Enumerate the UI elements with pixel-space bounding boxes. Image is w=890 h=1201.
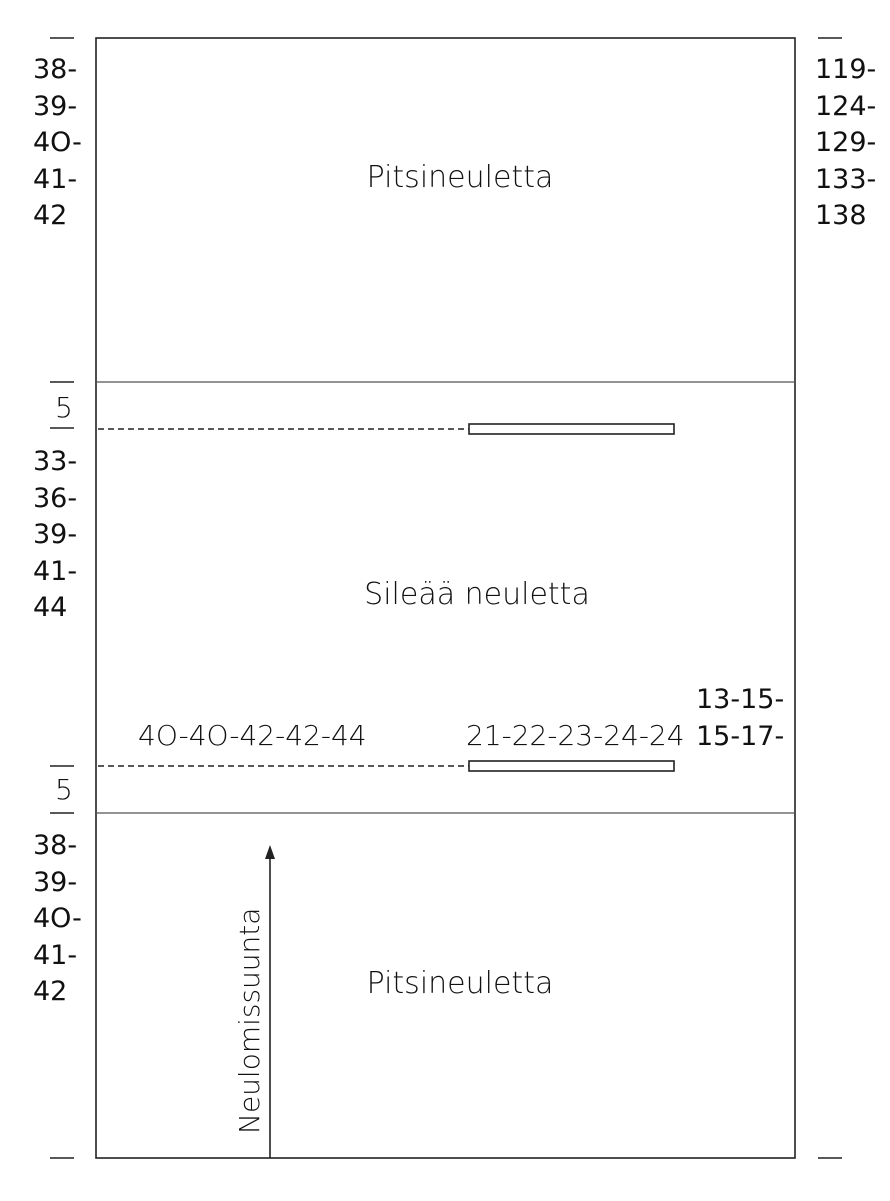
left-measure-value: 36-	[33, 482, 78, 514]
upper-opening-slot	[469, 424, 674, 434]
opening-width-label: 21-22-23-24-24	[466, 719, 685, 752]
left-measure-value: 39-	[33, 866, 78, 898]
left-measure-value: 33-	[33, 446, 78, 477]
left-measure-value: 39-	[33, 519, 78, 550]
lower-opening-slot	[469, 761, 674, 771]
right-measure-value: 119-	[815, 54, 877, 85]
left-measure-top-edge: 5	[55, 391, 73, 424]
section-label-top-lace: Pitsineuletta	[366, 160, 554, 195]
right-measure-value: 138	[815, 200, 867, 231]
side-distance-value: 15-17-	[696, 721, 785, 752]
left-measure-bottom-lace	[33, 828, 82, 1011]
arrow-up-icon	[265, 845, 275, 859]
left-measure-value: 44	[33, 592, 68, 623]
left-measure-top-lace	[33, 52, 82, 235]
left-measure-value: 41-	[33, 555, 78, 587]
left-measure-value: 42	[33, 200, 68, 231]
right-measure-value: 124-	[815, 90, 877, 122]
left-measure-value: 41-	[33, 163, 78, 195]
left-measure-value: 42	[33, 976, 68, 1007]
left-measure-value: 38-	[33, 54, 78, 85]
opening-distance-label: 4O-4O-42-42-44	[138, 719, 367, 752]
right-measure-value: 129-	[815, 127, 877, 158]
left-measure-value: 38-	[33, 830, 78, 861]
side-distance-value: 13-15-	[696, 684, 785, 715]
left-measure-value: 39-	[33, 90, 78, 122]
side-distance-label	[696, 681, 784, 755]
section-label-bottom-lace: Pitsineuletta	[366, 966, 554, 1001]
left-measure-value: 4O-	[33, 903, 82, 934]
right-measure-value: 133-	[815, 163, 877, 195]
left-measure-value: 41-	[33, 939, 78, 971]
right-measure-total-height	[815, 52, 876, 235]
left-measure-bottom-edge: 5	[55, 773, 73, 806]
knitting-direction-label: Neulomissuunta	[233, 907, 266, 1134]
left-measure-value: 4O-	[33, 127, 82, 158]
section-label-stockinette: Sileää neuletta	[364, 577, 590, 612]
left-measure-middle	[33, 444, 77, 627]
